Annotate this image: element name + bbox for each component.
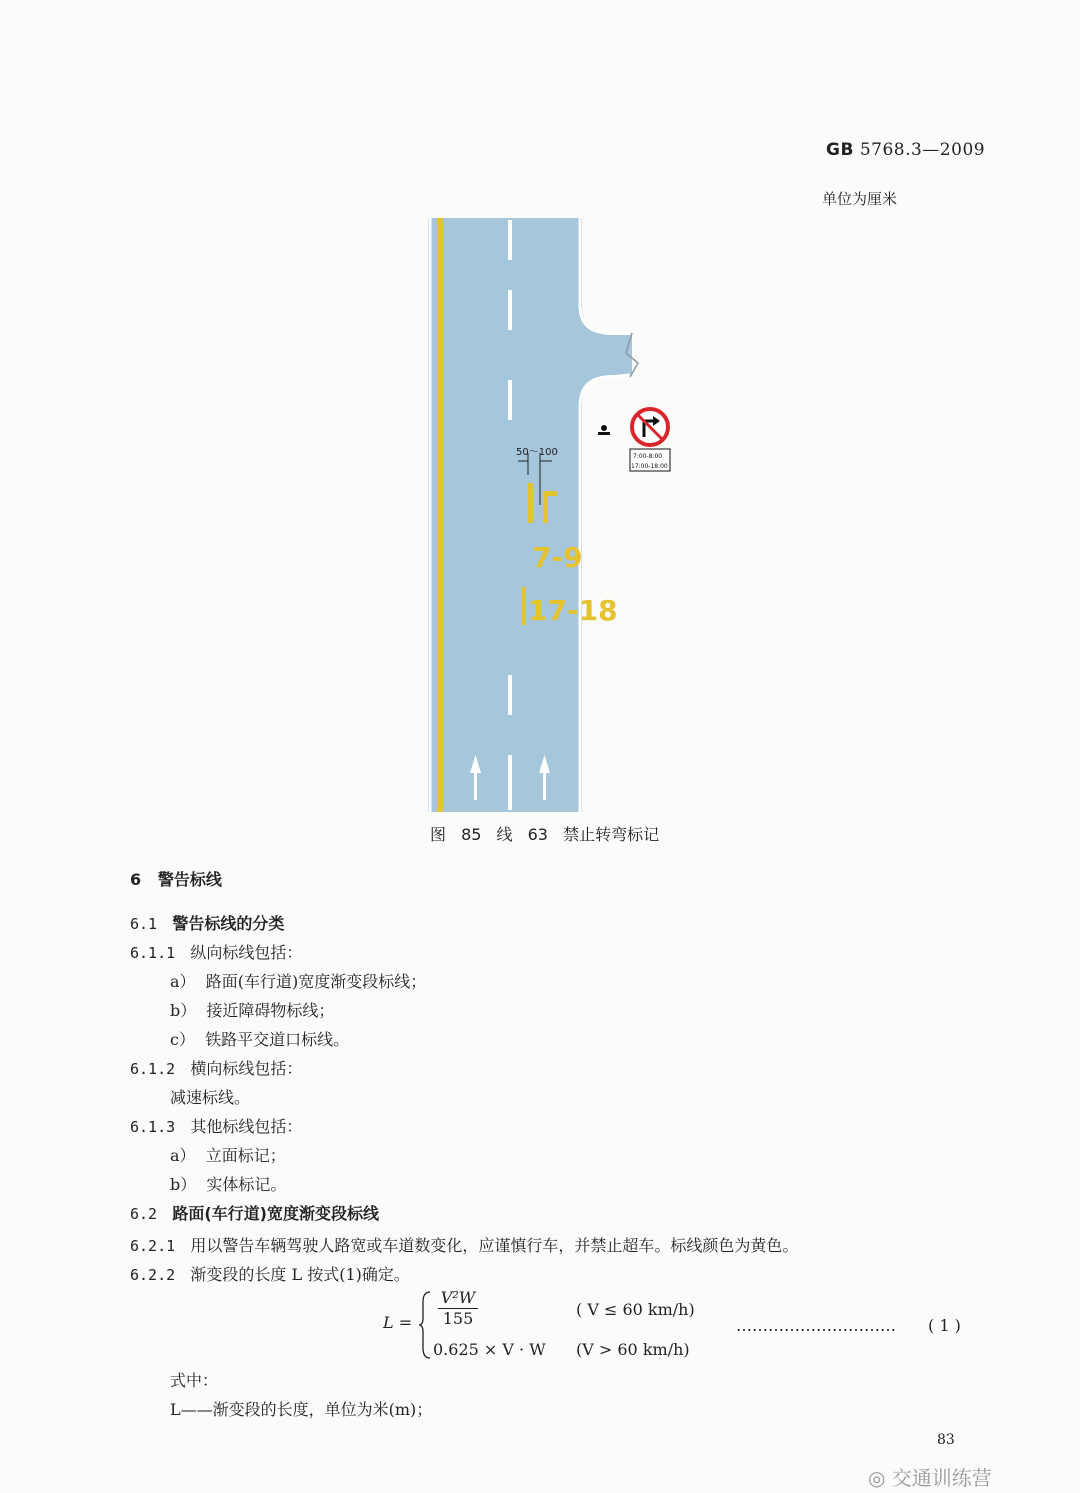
dimension-label: 50～100 [516,447,558,458]
formula-brace [418,1290,432,1360]
formula-equation-number: ( 1 ) [928,1316,961,1335]
yellow-center-line [437,218,443,812]
formula-condition-1: ( V ≤ 60 km/h) [576,1300,695,1319]
no-right-turn-sign-icon [632,409,668,445]
section-number: 6 [130,870,142,889]
road-time-marking-1: 7-9 [532,541,583,574]
list-label: b） [170,1001,197,1020]
figure-caption: 图 85 线 63 禁止转弯标记 [430,825,660,844]
section-number: 6.2 [130,1205,158,1223]
sign-time-2: 17:00-18:00 [631,463,668,470]
sign-time-1: 7:00-8:00 [633,453,663,460]
list-text: 路面(车行道)宽度渐变段标线； [205,972,427,991]
clause-6-2-2 [130,1262,410,1285]
formula-condition-2: (V > 60 km/h) [576,1340,690,1359]
where-label: 式中： [170,1371,219,1390]
road-marking-figure [400,215,700,820]
list-item [170,969,426,992]
clause-number: 6.2.1 [130,1237,176,1255]
road-edge-right [580,218,630,333]
watermark [868,1462,992,1491]
formula-lhs: L = [383,1313,413,1332]
list-text: 实体标记。 [206,1175,287,1194]
list-item [170,1143,286,1166]
list-item [170,1027,349,1050]
section-6-1-heading [130,911,284,934]
formula-leader-dots: ………………………… [736,1316,896,1335]
road-time-marking-2: 17-18 [528,594,618,627]
clause-sub-text: 减速标线。 [170,1088,251,1107]
road-marking-diagram [400,215,700,820]
list-text: 立面标记； [205,1146,286,1165]
clause-text: 其他标线包括： [190,1117,303,1136]
formula-case-2: 0.625 × V · W [433,1340,546,1359]
clause-6-1-2 [130,1056,302,1079]
sign-post-symbol [598,425,610,435]
clause-number: 6.1.3 [130,1118,176,1136]
clause-6-2-1 [130,1233,798,1256]
clause-text: 用以警告车辆驾驶人路宽或车道数变化，应谨慎行车，并禁止超车。标线颜色为黄色。 [190,1236,799,1255]
list-item [170,998,334,1021]
section-6-heading [130,867,222,890]
clause-text: 横向标线包括： [190,1059,303,1078]
unit-note: 单位为厘米 [822,190,898,208]
standard-number: 5768.3—2009 [859,140,986,160]
list-label: b） [170,1175,197,1194]
list-label: a） [170,1146,196,1165]
clause-text: 渐变段的长度 L 按式(1)确定。 [190,1265,410,1284]
page-number: 83 [937,1432,955,1448]
list-label: a） [170,972,196,991]
section-title: 路面(车行道)宽度渐变段标线 [172,1204,379,1223]
list-text: 接近障碍物标线； [206,1001,335,1020]
clause-text: 纵向标线包括： [190,943,303,962]
standard-header [826,140,985,160]
formula-numerator: V²W [438,1288,478,1309]
formula-denominator: 155 [442,1309,474,1328]
where-L-definition: L——渐变段的长度，单位为米(m)； [170,1400,433,1419]
chat-icon: ◎ [868,1466,886,1490]
list-item [170,1172,286,1195]
list-label: c） [170,1030,195,1049]
clause-number: 6.1.2 [130,1060,176,1078]
list-text: 铁路平交道口标线。 [205,1030,350,1049]
clause-number: 6.1.1 [130,944,176,962]
clause-number: 6.2.2 [130,1266,176,1284]
standard-code: GB [826,140,854,160]
section-6-2-heading [130,1201,379,1224]
clause-6-1-1 [130,940,302,963]
clause-6-1-3 [130,1114,302,1137]
section-title: 警告标线 [157,870,222,889]
formula-fraction [438,1288,478,1328]
watermark-text: 交通训练营 [891,1466,992,1490]
section-number: 6.1 [130,915,158,933]
section-title: 警告标线的分类 [172,914,285,933]
